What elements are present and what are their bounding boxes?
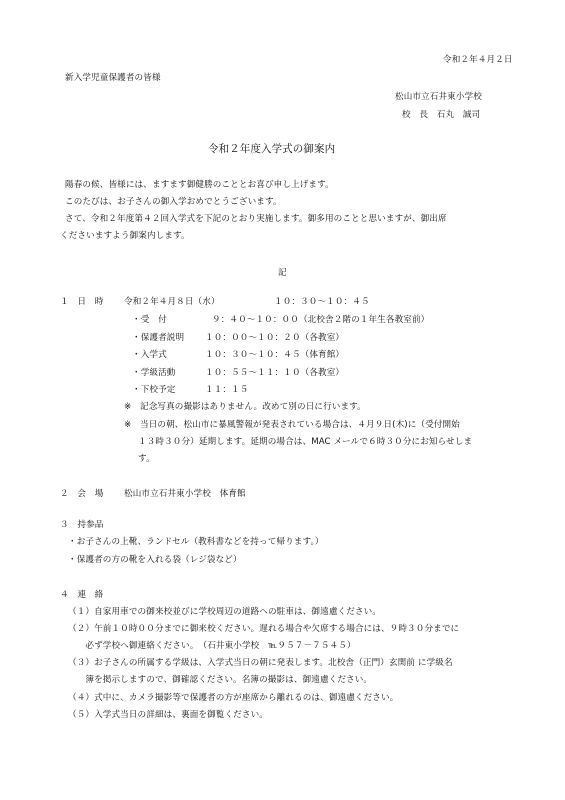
venue: 松山市立石井東小学校 体育館 bbox=[124, 489, 246, 499]
contact-line: （３）お子さんの所属する学級は、入学式当日の朝に発表します。北校舎（正門）玄関前 に学級名 bbox=[68, 658, 453, 668]
event-date: 令和２年４月８日（水） bbox=[124, 297, 220, 307]
belonging-item: ・お子さんの上靴、ランドセル（教科書などを持って帰ります。） bbox=[68, 537, 324, 547]
schedule-item: ・保護者説明 bbox=[132, 333, 185, 343]
recipient: 新入学児童保護者の皆様 bbox=[65, 73, 161, 83]
schedule-time: １０：００～１０：２０（各教室） bbox=[205, 333, 345, 343]
schedule-time: １０：３０～１０：４５（体育館） bbox=[205, 350, 345, 360]
greeting-line: さて、令和２年度第４２回入学式を下記のとおり実施します。御多用のことと思いますが、御出席 bbox=[65, 214, 447, 224]
section3-label: ３ 持参品 bbox=[60, 520, 104, 530]
greeting-line: 陽春の候、皆様には、ますます御健勝のこととお喜び申し上げます。 bbox=[65, 180, 334, 190]
note-weather: １３時３０分）延期します。延期の場合は、MAC メールで６時３０分にお知らせしま bbox=[138, 437, 473, 447]
contact-line: 必ず学校へ御連絡ください。 （石井東小学校 ℡９５７－７５４５） bbox=[68, 641, 356, 651]
ki-heading: 記 bbox=[278, 268, 287, 278]
contact-line: （１）自家用車での御来校並びに学校周辺の道路への駐車は、御遠慮ください。 bbox=[68, 607, 381, 617]
school-name: 松山市立石井東小学校 bbox=[395, 92, 482, 102]
principal-name: 校 長 石丸 誠司 bbox=[402, 110, 481, 120]
greeting-line: このたびは、お子さんの御入学おめでとうございます。 bbox=[65, 197, 282, 207]
note-weather: す。 bbox=[138, 454, 155, 464]
section1-label: １ 日 時 bbox=[60, 297, 104, 307]
contact-line: （４）式中に、カメラ撮影等で保護者の方が座席から離れるのは、御遠慮ください。 bbox=[68, 693, 399, 703]
document-date: 令和２年４月２日 bbox=[443, 55, 513, 65]
schedule-time: １０：５５～１１：１０（各教室） bbox=[205, 368, 345, 378]
document-title: 令和２年度入学式の御案内 bbox=[208, 143, 336, 155]
note-weather: ※ 当日の朝、松山市に暴風警報が発表されている場合は、４月９日(木)に（受付開始 bbox=[124, 420, 460, 430]
belonging-item: ・保護者の方の靴を入れる袋（レジ袋など） bbox=[68, 555, 242, 565]
schedule-item: ・受 付 bbox=[132, 315, 167, 325]
event-time: １０：３０～１０：４５ bbox=[274, 297, 370, 307]
schedule-item: ・入学式 bbox=[132, 350, 167, 360]
schedule-item: ・学級活動 bbox=[132, 368, 176, 378]
contact-line: （２）午前１０時００分までに御来校ください。遅れる場合や欠席する場合には、９時３０分までに bbox=[68, 624, 460, 634]
schedule-item: ・下校予定 bbox=[132, 385, 176, 395]
greeting-line: くださいますよう御案内します。 bbox=[60, 231, 190, 241]
note-photo: ※ 記念写真の撮影はありません。改めて別の日に行います。 bbox=[124, 402, 366, 412]
section2-label: ２ 会 場 bbox=[60, 489, 104, 499]
section4-label: ４ 連 絡 bbox=[60, 590, 104, 600]
contact-line: （５）入学式当日の詳細は、裏面を御覧ください。 bbox=[68, 710, 268, 720]
schedule-time: ９：４０～１０：００（北校舎２階の１年生各教室前） bbox=[212, 315, 430, 325]
schedule-time: １１：１５ bbox=[205, 385, 249, 395]
contact-line: 簿を掲示しますので、御確認ください。名簿の撮影は、御遠慮ください。 bbox=[68, 675, 373, 685]
